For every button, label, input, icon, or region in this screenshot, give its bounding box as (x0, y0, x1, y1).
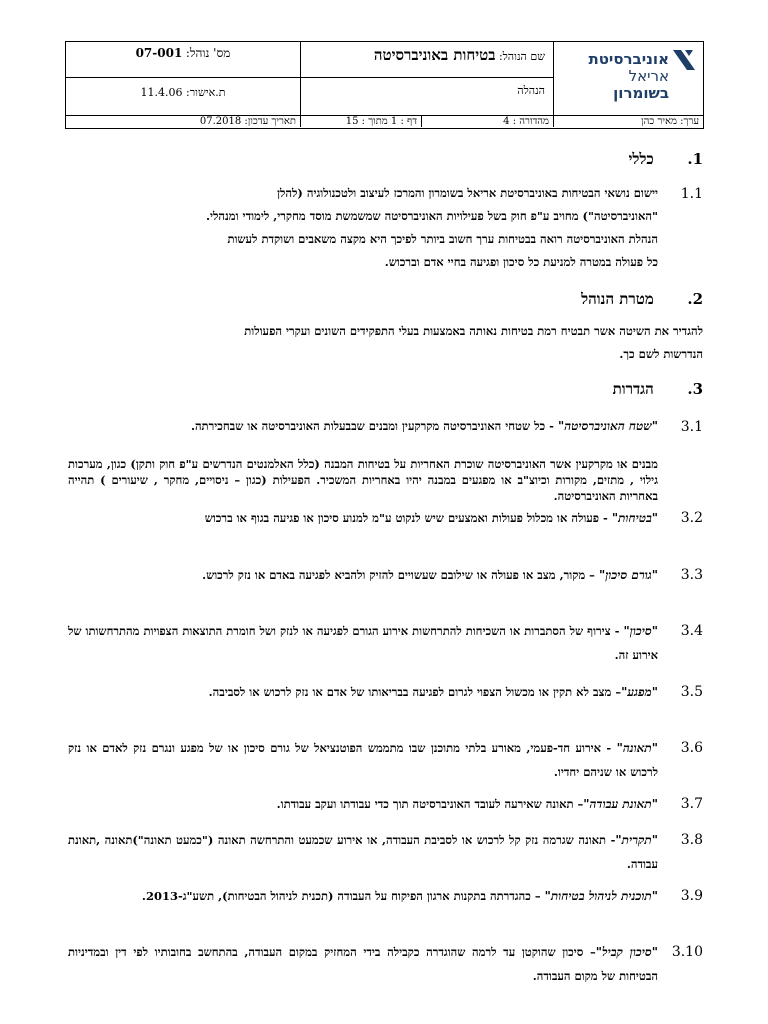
update-date: תאריך עדכון: 07.2018 (199, 116, 296, 127)
university-logo (559, 48, 697, 112)
paragraph-line: הנהלת האוניברסיטה רואה בבטיחות ערך חשוב ביותר לפיכך היא מקצה משאבים ושוקדת לעשות (227, 232, 658, 246)
definition-term: "שטח האוניברסיטה" (557, 419, 658, 433)
procedure-header-table (65, 41, 704, 129)
page-info: דף : 1 מתוך : 15 (300, 116, 421, 127)
paragraph-line: יישום נושאי הבטיחות באוניברסיטת אריאל בשומרון והמרכז לעיצוב ולטכנולוגיה (להלן (277, 186, 658, 200)
logo-text (588, 51, 669, 102)
definition-term: "בטיחות" (611, 511, 658, 525)
paragraph-line: "האוניברסיטה") מחויב ע"פ חוק בשל פעילויות האוניברסיטה שמשמשת מוסד מחקרי, לימודי ומנהלי. (206, 209, 658, 223)
department-cell (300, 78, 553, 118)
approval-cell (66, 78, 300, 118)
definition-number: 3.1 (680, 419, 703, 435)
purpose-paragraph (68, 320, 703, 366)
approval-date: 11.4.06 (140, 86, 183, 99)
section-title-purpose (581, 290, 703, 309)
definition-item (68, 619, 658, 667)
definition-term: "תקרית" (615, 833, 658, 847)
definition-term: "סיכון" (623, 624, 658, 638)
definition-extra: מבנים או מקרקעין אשר האוניברסיטה שוכרת האחריות על בטיחות המבנה (כלל האלמנטים הנדרשים ע"פ חוק ותקן) כגון, מערכות גילוי , מתזים, מקורות וכיוצ"ב או מפגעים במבנה יהיו באחריות המשכיר. הפעילות (כגון – ניסויים, מחקר , שיעורים ) תהייה באחריות האוניברסיטה. (68, 457, 658, 503)
logo-line-2: אריאל (628, 67, 669, 85)
department: הנהלה (517, 84, 545, 97)
definition-text: – כהגדרתה בתקנות ארגון הפיקוח על העבודה (תכנית לניהול הבטיחות), תשע"ג-2013. (141, 889, 545, 903)
section-number: 2. (687, 290, 703, 308)
procedure-number: 07-001 (135, 46, 183, 60)
procedure-number-label: מס' נוהל: (185, 46, 231, 60)
definition-item (68, 884, 658, 908)
definition-text: – תאונה שאירעה לעובד האוניברסיטה תוך כדי עבודתו ועקב עבודתו. (276, 797, 584, 811)
header-footer-row (66, 115, 703, 128)
procedure-number-cell (66, 42, 300, 78)
definition-term: "סיכון קביל" (595, 945, 658, 959)
definition-text: – מצב לא תקין או מכשול הצפוי לגרום לפגיעה בבריאותו של אדם או נזק לרכוש או לסביבה. (208, 685, 622, 699)
definition-text: - צירוף של הסתברות או השכיחות להתרחשות אירוע הגורם לפגיעה או לנזק ושל חומרת התוצאות הצפויות מהתרחשותו של אירוע זה. (68, 624, 658, 662)
definition-text: - תאונה שגרמה נזק קל לרכוש או לסביבת העבודה, או אירוע שכמעט והתרחשה תאונה ("כמעט תאונה")תאונה ,תאונת עבודה. (68, 833, 658, 871)
definition-text: - כל שטחי האוניברסיטה מקרקעין ומבנים שבבעלות האוניברסיטה או שבחכירתה. (190, 419, 558, 433)
definition-number: 3.8 (680, 832, 703, 848)
definition-number: 3.7 (680, 796, 703, 812)
procedure-name-label: שם הנוהל: (498, 50, 545, 63)
definition-text: – מקור, מצב או פעולה או שילובם שעשויים להזיק ולהביא לפגיעה באדם או נזק לרכוש. (202, 568, 599, 582)
definition-term: "גורם סיכון" (598, 568, 658, 582)
definition-item (68, 736, 658, 784)
definition-number: 3.2 (680, 510, 703, 526)
section-title: מטרת הנוהל (581, 290, 654, 308)
definition-item (68, 792, 658, 816)
logo-cell (553, 42, 703, 118)
section-title: הגדרות (612, 380, 654, 398)
definition-item (68, 940, 658, 988)
definition-item (68, 418, 658, 434)
definition-number: 3.4 (680, 623, 703, 639)
definition-term: "תוכנית לניהול בטיחות" (544, 889, 658, 903)
editor: ערך: מאיר כהן (553, 116, 703, 127)
definition-number: 3.10 (671, 944, 703, 960)
definition-number: 3.5 (680, 684, 703, 700)
definition-text: - פעולה או מכלול פעולות ואמצעים שיש לנקוט ע"מ למנוע סיכון או פגיעה בגוף או ברכוש (204, 511, 612, 525)
definition-number: 3.6 (680, 740, 703, 756)
definition-text: – סיכון שהוקטן עד לרמה שהוגדרה כקבילה בידי המחזיק במקום העבודה, בהתחשב בחובותיו לפי דין ובמדיניות הבטיחות של מקום העבודה. (68, 945, 658, 983)
definition-number: 3.3 (680, 567, 703, 583)
procedure-name-cell (300, 42, 553, 78)
edition: מהדורה : 4 (421, 116, 553, 127)
logo-line-3: בשומרון (613, 84, 669, 102)
definition-term: "מפגע" (621, 685, 658, 699)
approval-label: ת.אישור: (186, 86, 226, 99)
definition-item (68, 828, 658, 876)
procedure-name: בטיחות באוניברסיטה (373, 46, 496, 64)
definition-item (68, 563, 658, 587)
logo-mark-icon (671, 48, 697, 74)
definition-item (68, 680, 658, 704)
definition-item (68, 506, 658, 530)
definition-term: "תאונת עבודה" (583, 797, 658, 811)
section-number: 3. (687, 380, 703, 398)
section-number: 1. (687, 150, 703, 168)
definition-text: - אירוע חד-פעמי, מאורע בלתי מתוכנן שבו מתממש הפוטנציאל של גורם סיכון או של מפגע ונגרם נזק לאדם או נזק לרכוש או שניהם יחדיו. (68, 741, 658, 779)
definition-term: "תאונה" (616, 741, 658, 755)
paragraph-line: כל פעולה במטרה למניעת כל סיכון ופגיעה בחיי אדם וברכוש. (384, 255, 658, 269)
paragraph-line: להגדיר את השיטה אשר תבטיח רמת בטיחות נאותה באמצעות בעלי התפקידים השונים ועקרי הפעולות (244, 324, 703, 338)
section-title-definitions (613, 380, 703, 399)
general-paragraph (68, 182, 658, 274)
section-title-general (628, 150, 703, 169)
logo-line-1: אוניברסיטת (588, 50, 669, 68)
section-title: כללי (628, 150, 654, 168)
paragraph-line: הנדרשות לשם כך. (619, 347, 703, 361)
item-number: 1.1 (680, 186, 703, 202)
definition-number: 3.9 (680, 888, 703, 904)
